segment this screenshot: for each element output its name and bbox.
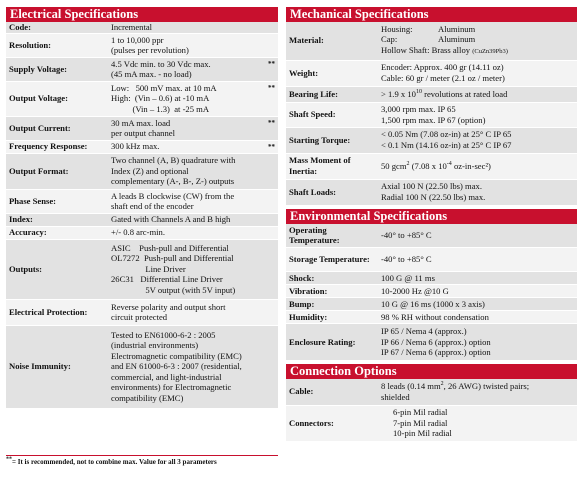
- cable-label: Cable:: [286, 379, 378, 405]
- spec-row: [286, 248, 577, 272]
- spec-value: [108, 325, 278, 408]
- spec-row: [286, 298, 577, 311]
- electrical-title: Electrical Specifications: [6, 7, 278, 22]
- spec-value-line: Tested to EN61000-6-2 : 2005: [111, 329, 216, 340]
- spec-value-line: (Vin – 1.3) at -25 mA: [111, 103, 210, 114]
- spec-value: [108, 22, 278, 33]
- footnote-marker: **: [268, 142, 275, 151]
- loads-label: Shaft Loads:: [286, 179, 378, 205]
- spec-value: [108, 299, 278, 325]
- inertia-label: Mass Moment of Inertia:: [286, 153, 378, 179]
- spec-label: Phase Sense:: [6, 189, 108, 213]
- enclosure-label: Enclosure Rating:: [286, 324, 378, 361]
- spec-value-line: per output channel: [111, 128, 175, 139]
- spec-label: Shock:: [286, 272, 378, 285]
- electrical-section: [6, 7, 278, 409]
- spec-value-line: environments) for Electromagnetic: [111, 382, 232, 393]
- weight-value: [378, 60, 577, 86]
- spec-value: 98 % RH without condensation: [378, 311, 577, 324]
- spec-value-line: Line Driver: [111, 263, 186, 274]
- spec-row: [286, 224, 577, 248]
- torque-label: Starting Torque:: [286, 127, 378, 153]
- torque-line-2: < 0.1 Nm (14.16 oz-in) at 25° C IP 67: [381, 140, 512, 150]
- spec-value-line: OL7272 Push-pull and Differential: [111, 253, 234, 264]
- inertia-exponent: -4: [446, 160, 452, 167]
- spec-value-line: 4.5 Vdc min. to 30 Vdc max.: [111, 58, 211, 69]
- spec-value-line: Reverse polarity and output short: [111, 301, 226, 312]
- spec-row-loads: [286, 179, 577, 205]
- spec-row: [286, 285, 577, 298]
- spec-row: [6, 239, 278, 299]
- housing-value: Aluminum: [438, 23, 476, 34]
- spec-value-line: 300 kHz max.: [111, 141, 160, 152]
- spec-label: Supply Voltage:: [6, 57, 108, 81]
- spec-label: Resolution:: [6, 33, 108, 57]
- weight-label: Weight:: [286, 60, 378, 86]
- enclosure-line-3: IP 67 / Nema 6 (approx.) option: [381, 347, 491, 358]
- inertia-post: oz-in-sec²): [451, 160, 491, 171]
- spec-row-connectors: [286, 405, 577, 441]
- connector-line-1: 6-pin Mil radial: [393, 407, 448, 418]
- spec-value-line: circuit protected: [111, 312, 168, 323]
- spec-value: [108, 213, 278, 226]
- shaft-speed-line-1: 3,000 rpm max. IP 65: [381, 103, 456, 114]
- spec-value: -40° to +85° C: [378, 248, 577, 272]
- weight-line-2: Cable: 60 gr / meter (2.1 oz / meter): [381, 73, 505, 83]
- spec-label: Operating Temperature:: [286, 224, 378, 248]
- spec-row: [6, 226, 278, 239]
- footnote-mark: **: [6, 456, 12, 463]
- cable-pre: 8 leads (0.14 mm: [381, 381, 441, 392]
- shaft-material: Hollow Shaft: Brass alloy: [381, 45, 471, 56]
- spec-value-line: 1 to 10,000 ppr: [111, 34, 164, 45]
- spec-label: Storage Temperature:: [286, 248, 378, 272]
- inertia-pre: 50 gcm: [381, 160, 407, 171]
- spec-label: Output Current:: [6, 116, 108, 140]
- bearing-exponent: 10: [415, 88, 422, 95]
- spec-value-line: Two channel (A, B) quadrature with: [111, 155, 236, 166]
- spec-value: [108, 226, 278, 239]
- spec-value-line: compatibility (EMC): [111, 393, 184, 404]
- loads-value: [378, 179, 577, 205]
- spec-value-line: complementary (A-, B-, Z-) outputs: [111, 176, 235, 187]
- spec-label: Humidity:: [286, 311, 378, 324]
- enclosure-value: [378, 324, 577, 361]
- spec-row-weight: [286, 60, 577, 86]
- connector-line-3: 10-pin Mil radial: [393, 428, 452, 439]
- spec-value: [108, 33, 278, 57]
- spec-value-line: (45 mA max. - no load): [111, 69, 192, 80]
- cable-value: [378, 379, 577, 405]
- spec-value-line: Low: 500 mV max. at 10 mA: [111, 82, 217, 93]
- spec-row-inertia: [286, 153, 577, 179]
- footnote-marker: **: [268, 83, 275, 92]
- inertia-value: [378, 153, 577, 179]
- spec-value: [108, 81, 278, 116]
- enclosure-line-2: IP 66 / Nema 6 (approx.) option: [381, 336, 491, 347]
- environmental-title: Environmental Specifications: [286, 209, 577, 224]
- spec-value-line: A leads B clockwise (CW) from the: [111, 190, 235, 201]
- material-label: Material:: [286, 22, 378, 60]
- spec-label: Vibration:: [286, 285, 378, 298]
- spec-row: [6, 299, 278, 325]
- connector-line-2: 7-pin Mil radial: [393, 417, 448, 428]
- cap-key: Cap:: [381, 34, 398, 45]
- spec-value: [108, 116, 278, 140]
- spec-value-line: (pulses per revolution): [111, 45, 189, 56]
- spec-row: [6, 22, 278, 33]
- shaft-speed-label: Shaft Speed:: [286, 102, 378, 127]
- spec-label: Index:: [6, 213, 108, 226]
- material-value: [378, 22, 577, 60]
- weight-line-1: Encoder: Approx. 400 gr (14.11 oz): [381, 62, 504, 73]
- spec-label: Bump:: [286, 298, 378, 311]
- footnote-marker: **: [268, 59, 275, 68]
- spec-row-material: [286, 22, 577, 60]
- mechanical-title: Mechanical Specifications: [286, 7, 577, 22]
- bearing-value: [378, 86, 577, 102]
- footnote-marker: **: [268, 118, 275, 127]
- loads-line-2: Radial 100 N (22.50 lbs) max.: [381, 192, 486, 202]
- spec-row-bearing: [286, 86, 577, 102]
- spec-value: 10 G @ 16 ms (1000 x 3 axis): [378, 298, 577, 311]
- bearing-post: revolutions at rated load: [421, 88, 508, 99]
- connectors-value: [378, 405, 577, 441]
- cap-value: Aluminum: [438, 34, 476, 45]
- electrical-table: [6, 22, 278, 409]
- spec-label: Code:: [6, 22, 108, 33]
- spec-label: Outputs:: [6, 239, 108, 299]
- spec-row-shaft-speed: [286, 102, 577, 127]
- shaft-speed-line-2: 1,500 rpm max. IP 67 (option): [381, 114, 486, 125]
- loads-line-1: Axial 100 N (22.50 lbs) max.: [381, 181, 482, 192]
- spec-row-cable: [286, 379, 577, 405]
- bearing-label: Bearing Life:: [286, 86, 378, 102]
- right-column: [286, 7, 577, 442]
- spec-label: Accuracy:: [6, 226, 108, 239]
- spec-value-line: and EN 61000-6-3 : 2007 (residential,: [111, 361, 242, 372]
- connection-title: Connection Options: [286, 364, 577, 379]
- spec-label: Frequency Response:: [6, 140, 108, 153]
- spec-value-line: 30 mA max. load: [111, 117, 171, 128]
- spec-row: [286, 311, 577, 324]
- spec-row-enclosure: [286, 324, 577, 361]
- spec-label: Noise Immunity:: [6, 325, 108, 408]
- mechanical-table: [286, 22, 577, 206]
- spec-value-line: 26C31 Differential Line Driver: [111, 274, 223, 285]
- enclosure-line-1: IP 65 / Nema 4 (approx.): [381, 326, 467, 337]
- spec-row: [6, 325, 278, 408]
- spec-value-line: 5V output (with 5V input): [111, 284, 236, 295]
- spec-value: [108, 140, 278, 153]
- spec-row-torque: [286, 127, 577, 153]
- spec-value-line: Index (Z) and optional: [111, 165, 189, 176]
- shaft-alloy: (CuZn39Pb3): [472, 48, 508, 56]
- spec-row: [6, 57, 278, 81]
- spec-value-line: shaft end of the encoder: [111, 201, 194, 212]
- torque-value: [378, 127, 577, 153]
- inertia-mid: (7.08 x 10: [409, 160, 447, 171]
- torque-line-1: < 0.05 Nm (7.08 oz-in) at 25° C IP 65: [381, 129, 512, 140]
- bearing-pre: > 1.9 x 10: [381, 88, 416, 99]
- spec-value-line: ASIC Push-pull and Differential: [111, 242, 229, 253]
- spec-value-line: Electromagnetic compatibility (EMC): [111, 350, 242, 361]
- spec-value-line: Gated with Channels A and B high: [111, 214, 231, 225]
- spec-value: [108, 189, 278, 213]
- footnote: [6, 455, 278, 466]
- spec-label: Electrical Protection:: [6, 299, 108, 325]
- shaft-speed-value: [378, 102, 577, 127]
- spec-row: [6, 213, 278, 226]
- spec-value: [108, 239, 278, 299]
- spec-value-line: (industrial environments): [111, 340, 199, 351]
- spec-row: [6, 33, 278, 57]
- housing-key: Housing:: [381, 23, 413, 34]
- spec-row: [6, 189, 278, 213]
- spec-value: 10-2000 Hz @10 G: [378, 285, 577, 298]
- inertia-square: 2: [406, 160, 410, 167]
- spec-row: [6, 140, 278, 153]
- spec-value: [108, 153, 278, 189]
- spec-value-line: commercial, and light-industrial: [111, 371, 222, 382]
- spec-row: [6, 116, 278, 140]
- footnote-text: = It is recommended, not to combine max. Value for all 3 parameters: [12, 458, 217, 466]
- spec-value-line: Incremental: [111, 22, 153, 32]
- spec-label: Output Voltage:: [6, 81, 108, 116]
- spec-value: 100 G @ 11 ms: [378, 272, 577, 285]
- connection-table: [286, 379, 577, 442]
- spec-value-line: +/- 0.8 arc-min.: [111, 227, 166, 238]
- environmental-table: [286, 224, 577, 362]
- spec-value: -40° to +85° C: [378, 224, 577, 248]
- spec-row: [6, 153, 278, 189]
- spec-row: [286, 272, 577, 285]
- spec-row: [6, 81, 278, 116]
- connectors-label: Connectors:: [286, 405, 378, 441]
- spec-value: [108, 57, 278, 81]
- spec-value-line: High: (Vin – 0.6) at -10 mA: [111, 93, 210, 104]
- cable-line-2: shielded: [381, 391, 410, 402]
- spec-label: Output Format:: [6, 153, 108, 189]
- cable-square: 2: [440, 381, 444, 388]
- cable-post: , 26 AWG) twisted pairs;: [443, 381, 530, 392]
